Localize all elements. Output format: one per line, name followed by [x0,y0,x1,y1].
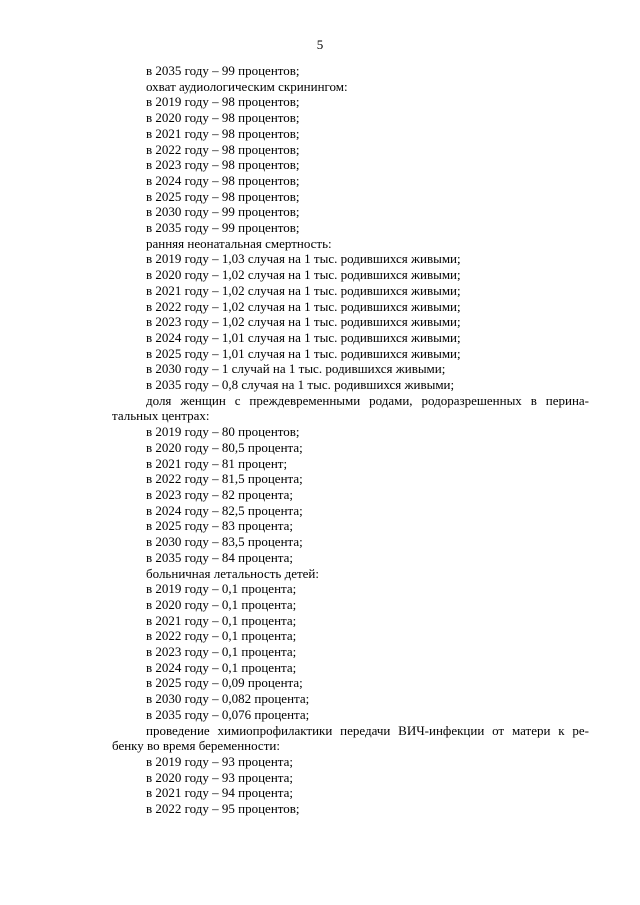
text-line: в 2035 году – 0,8 случая на 1 тыс. родившихся живыми; [146,377,455,393]
text-line: в 2022 году – 98 процентов; [146,141,300,157]
text-line: в 2020 году – 0,1 процента; [146,596,297,612]
text-line: в 2030 году – 99 процентов; [146,204,300,220]
text-line: в 2022 году – 95 процентов; [146,801,300,817]
text-line: в 2020 году – 98 процентов; [146,110,300,126]
text-line: в 2030 году – 83,5 процента; [146,534,303,550]
text-line: в 2030 году – 1 случай на 1 тыс. родившихся живыми; [146,361,446,377]
text-line: в 2021 году – 94 процента; [146,785,293,801]
text-line: в 2022 году – 1,02 случая на 1 тыс. родившихся живыми; [146,298,461,314]
text-line: в 2019 году – 93 процента; [146,753,293,769]
text-line: в 2024 году – 1,01 случая на 1 тыс. родившихся живыми; [146,329,461,345]
text-line: в 2021 году – 81 процент; [146,455,288,471]
text-line: в 2024 году – 82,5 процента; [146,502,303,518]
text-line: в 2023 году – 1,02 случая на 1 тыс. родившихся живыми; [146,314,461,330]
text-line: в 2022 году – 0,1 процента; [146,628,297,644]
text-line: в 2035 году – 0,076 процента; [146,706,310,722]
text-line: в 2019 году – 80 процентов; [146,424,300,440]
text-line: в 2020 году – 93 процента; [146,769,293,785]
document-body [112,63,589,817]
text-line: в 2021 году – 98 процентов; [146,125,300,141]
text-line: в 2022 году – 81,5 процента; [146,471,303,487]
text-line: в 2020 году – 80,5 процента; [146,439,303,455]
text-line: ранняя неонатальная смертность: [146,235,332,251]
text-line: тальных центрах: [112,408,210,424]
text-line: в 2020 году – 1,02 случая на 1 тыс. родившихся живыми; [146,267,461,283]
text-line: больничная летальность детей: [146,565,319,581]
text-line: проведение химиопрофилактики передачи ВИЧ-инфекции от матери к ре- [146,722,589,738]
text-line: в 2023 году – 82 процента; [146,486,293,502]
text-line: в 2035 году – 84 процента; [146,549,293,565]
text-line: в 2023 году – 0,1 процента; [146,644,297,660]
text-line: в 2025 году – 83 процента; [146,518,293,534]
text-line: бенку во время беременности: [112,738,280,754]
text-line: в 2024 году – 98 процентов; [146,172,300,188]
text-line: в 2025 году – 98 процентов; [146,188,300,204]
text-line: в 2021 году – 0,1 процента; [146,612,297,628]
text-line: в 2023 году – 98 процентов; [146,157,300,173]
text-line: в 2019 году – 98 процентов; [146,94,300,110]
text-line: охват аудиологическим скринингом: [146,78,348,94]
text-line: в 2035 году – 99 процентов; [146,63,300,78]
text-line: доля женщин с преждевременными родами, родоразрешенных в перина- [146,392,589,408]
text-line: в 2019 году – 0,1 процента; [146,581,297,597]
text-line: в 2024 году – 0,1 процента; [146,659,297,675]
text-line: в 2025 году – 1,01 случая на 1 тыс. родившихся живыми; [146,345,461,361]
text-line: в 2030 году – 0,082 процента; [146,691,310,707]
text-line: в 2019 году – 1,03 случая на 1 тыс. родившихся живыми; [146,251,461,267]
text-line: в 2035 году – 99 процентов; [146,220,300,236]
text-line: в 2021 году – 1,02 случая на 1 тыс. родившихся живыми; [146,282,461,298]
page-number: 5 [316,37,324,52]
text-line: в 2025 году – 0,09 процента; [146,675,303,691]
